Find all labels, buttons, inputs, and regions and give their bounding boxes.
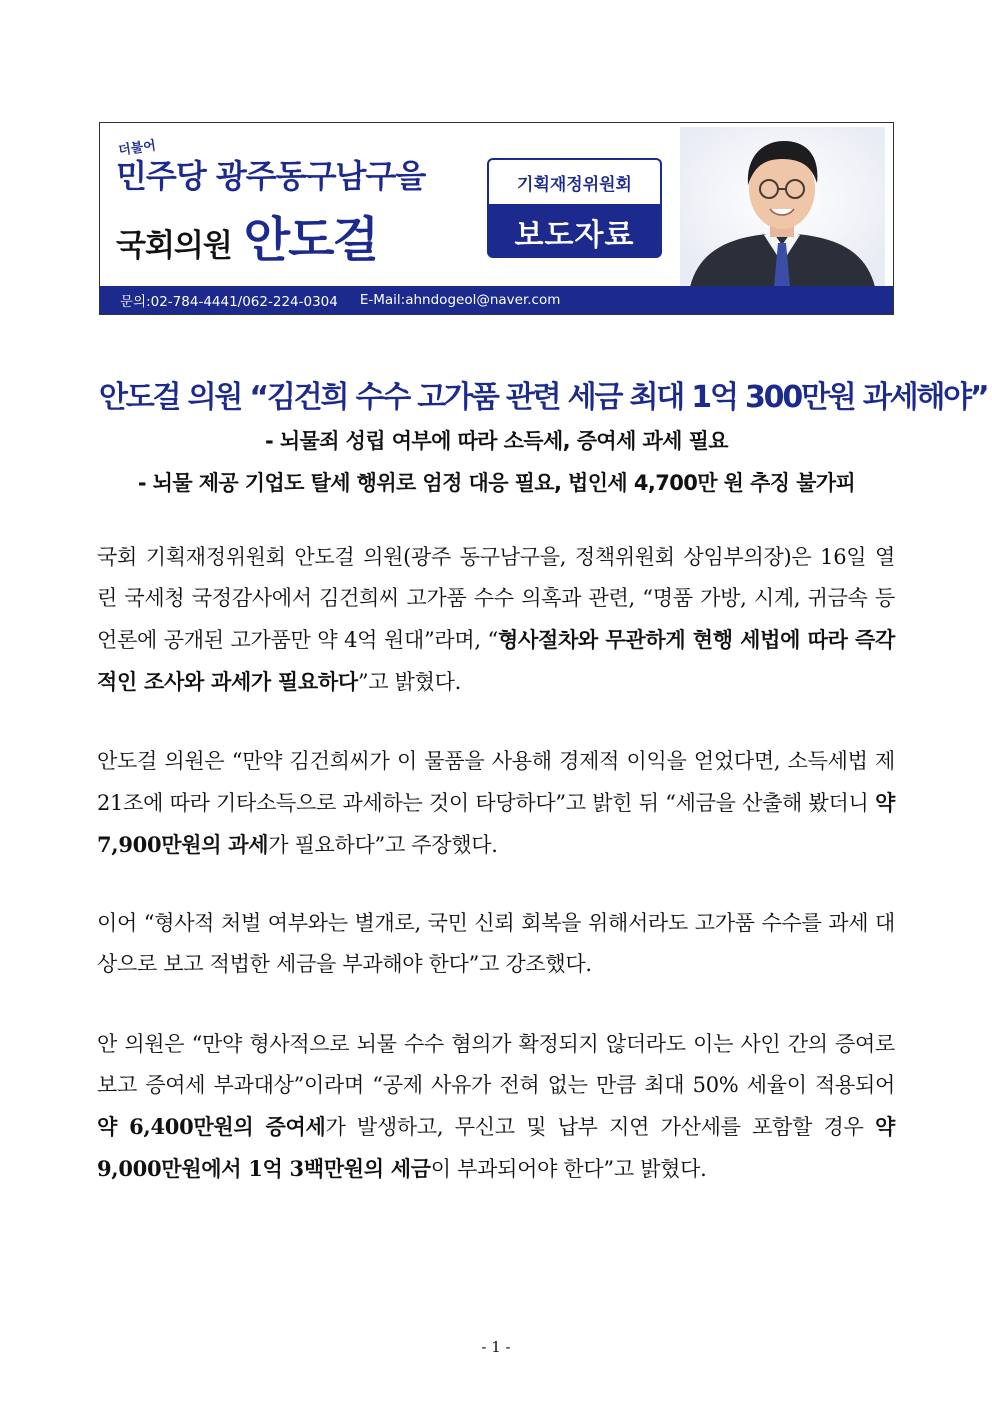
- subheadline-2: - 뇌물 제공 기업도 탈세 행위로 엄정 대응 필요, 법인세 4,700만 원 추징 불가피: [137, 471, 856, 495]
- party-district: 민주당 광주동구남구을: [116, 157, 426, 195]
- emphasis-text: 약 7,900만원의 과세: [97, 790, 895, 857]
- body-paragraph-1: [97, 537, 895, 703]
- contact-email: E-Mail:ahndogeol@naver.com: [359, 292, 561, 308]
- paragraph-text: 이 부과되어야 한다”고 밝혔다.: [430, 1157, 707, 1181]
- emphasis-text: 약 6,400만원의 증여세: [97, 1114, 326, 1139]
- body-paragraph-2: [97, 741, 895, 866]
- paragraph-text: 국회 기획재정위원회 안도걸 의원(광주 동구남구을, 정책위원회 상임부의장)은 16일 열린 국세청 국정감사에서 김건희씨 고가품 수수 의혹과 관련, “명품 가방, 시계, 귀금속 등 언론에 공개된 고가품만 약 4억 원대”라며, “: [97, 545, 895, 652]
- emphasis-text: 형사절차와 무관하게 현행 세법에 따라 즉각적인 조사와 과세가 필요하다: [97, 627, 895, 694]
- paragraph-text: ”고 밝혔다.: [357, 670, 462, 694]
- role-label: 국회의원: [116, 228, 232, 264]
- body-paragraph-4: [97, 1024, 895, 1190]
- paragraph-text: 안도걸 의원은 “만약 김건희씨가 이 물품을 사용해 경제적 이익을 얻었다면, 소득세법 제21조에 따라 기타소득으로 과세하는 것이 타당하다”고 밝힌 뒤 “세금을 산출해 봤더니: [97, 749, 895, 815]
- committee-badge: [487, 158, 662, 278]
- party-prefix: 더불어: [117, 138, 157, 159]
- paragraph-text: 가 발생하고, 무신고 및 납부 지연 가산세를 포함할 경우: [325, 1115, 875, 1139]
- lawmaker-portrait: [680, 127, 885, 287]
- headline: 안도걸 의원 “김건희 수수 고가품 관련 세금 최대 1억 300만원 과세해야”: [99, 380, 988, 415]
- page-number: - 1 -: [481, 1338, 511, 1356]
- lawmaker-title: [116, 201, 377, 270]
- contact-bar: [100, 286, 893, 314]
- paragraph-text: 안 의원은 “만약 형사적으로 뇌물 수수 혐의가 확정되지 않더라도 이는 사인 간의 증여로 보고 증여세 부과대상”이라며 “공제 사유가 전혀 없는 만큼 최대 50% 세율이 적용되어: [97, 1032, 895, 1097]
- committee-name: 기획재정위원회: [487, 158, 662, 206]
- emphasis-text: 약 9,000만원에서 1억 3백만원의 세금: [97, 1114, 895, 1181]
- paragraph-text: 가 필요하다”고 주장했다.: [268, 833, 498, 857]
- subheadline-1: - 뇌물죄 성립 여부에 따라 소득세, 증여세 과세 필요: [265, 429, 728, 453]
- doc-type-label: 보도자료: [487, 206, 662, 258]
- paragraph-text: 이어 “형사적 처벌 여부와는 별개로, 국민 신뢰 회복을 위해서라도 고가품 수수를 과세 대상으로 보고 적법한 세금을 부과해야 한다”고 강조했다.: [97, 911, 895, 976]
- lawmaker-name: 안도걸: [243, 212, 377, 268]
- contact-phone: 문의:02-784-4441/062-224-0304: [120, 294, 338, 310]
- press-release-banner: [99, 122, 894, 315]
- body-paragraph-3: [97, 903, 895, 985]
